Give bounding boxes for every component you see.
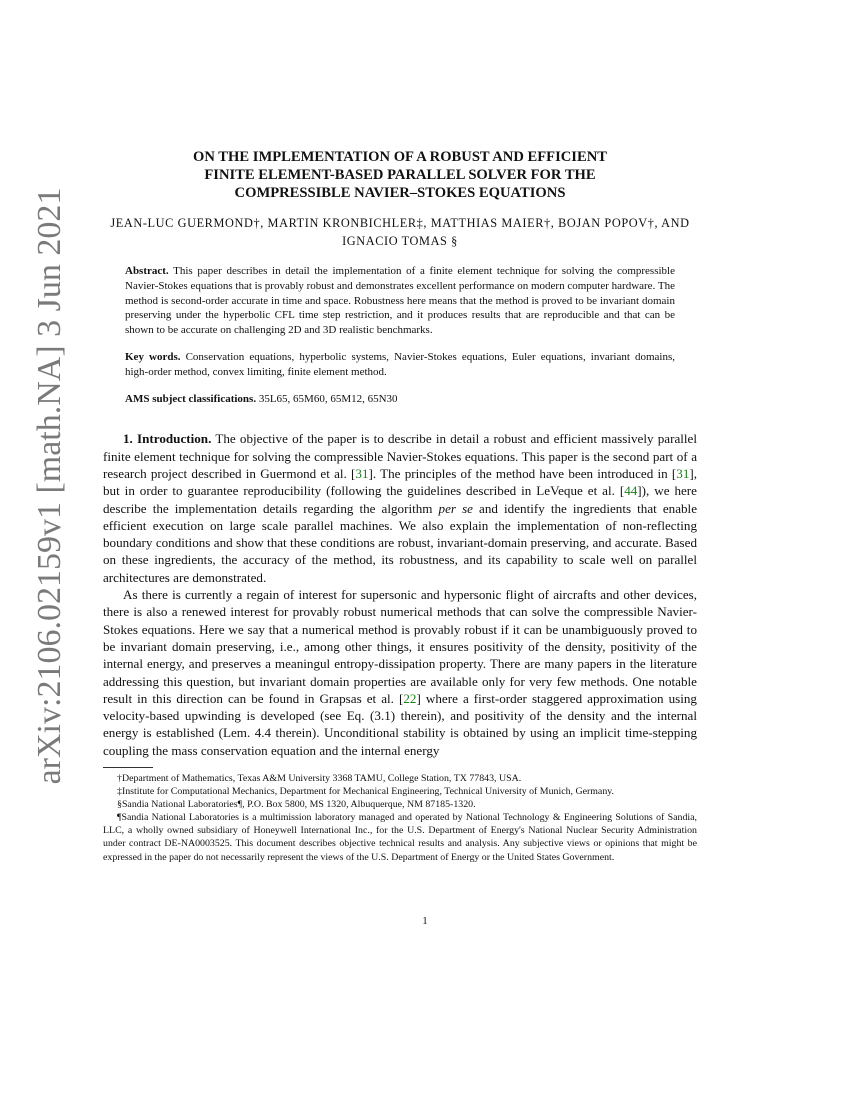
citation-link[interactable]: 31	[355, 465, 369, 481]
abstract-text: This paper describes in detail the implementation of a finite element technique for solving the compressible Navier-Stokes equations that is provably robust and demonstrates excellent performance on modern computer hardware. The method is second-order accurate in time and space. Robustness here means that the method is proved to be invariant domain preserving under the hyperbolic CFL time step restriction, and it produces results that are reproducible and that can be shown to be accurate on challenging 2D and 3D realistic benchmarks.	[125, 265, 675, 337]
paper-title	[103, 148, 697, 202]
section-heading: 1. Introduction.	[123, 431, 212, 447]
intro-text: The objective of the paper is to describe in detail a robust and efficient massively parallel finite element technique for solving the compressible Navier-Stokes equations. This paper is the second part of a research project described in Guermond et al. [	[103, 431, 697, 481]
citation-link[interactable]: 31	[676, 465, 690, 481]
abstract-label: Abstract.	[125, 265, 169, 277]
intro-text: ], but in order to guarantee reproducibility (following the guidelines described in LeVeque et al. [	[103, 465, 697, 499]
footnote-4: ¶Sandia National Laboratories is a multimission laboratory managed and operated by National Technology & Engineering Solutions of Sandia, LLC, a wholly owned subsidiary of Honeywell International Inc., for the U.S. Department of Energy's National Nuclear Security Administration under contract DE-NA0003525. This document describes objective technical results and analysis. Any subjective views or opinions that might be expressed in the paper do not necessarily represent the views of the U.S. Department of Energy or the United States Government.	[103, 812, 697, 863]
footnote-3: §Sandia National Laboratories¶, P.O. Box 5800, MS 1320, Albuquerque, NM 87185-1320.	[117, 799, 476, 811]
abstract	[125, 264, 675, 338]
intro-text: ] where a first-order staggered approximation using velocity-based upwinding is developed (see Eq. (3.1) therein), and positivity of the density and the internal energy is established (Lem. 4.4 therein). Unconditional stability is obtained by using an implicit time-stepping coupling the mass conservation equation and the internal energy	[103, 690, 697, 758]
authors-line-1: JEAN-LUC GUERMOND†, MARTIN KRONBICHLER‡, MATTHIAS MAIER†, BOJAN POPOV†, AND	[110, 216, 690, 230]
keywords-text: Conservation equations, hyperbolic systems, Navier-Stokes equations, Euler equations, invariant domains, high-order method, convex limiting, finite element method.	[125, 350, 675, 378]
emphasis: per se	[438, 500, 473, 516]
footnote-2: ‡Institute for Computational Mechanics, Department for Mechanical Engineering, Technical University of Munich, Germany.	[117, 786, 615, 798]
introduction-section	[103, 430, 697, 759]
intro-text: and identify the ingredients that enable efficient execution on large scale parallel machines. We also explain the implementation of non-reflecting boundary conditions and show that these conditions are robust, invariant-domain preserving, and accurate. Based on these ingredients, the accuracy of the method, its robustness, and its capability to scale well on parallel architectures are demonstrated.	[103, 500, 698, 585]
ams-label: AMS subject classifications.	[125, 392, 257, 405]
keywords	[125, 350, 675, 380]
keywords-label: Key words.	[125, 350, 181, 363]
title-line-2: FINITE ELEMENT-BASED PARALLEL SOLVER FOR THE	[204, 167, 596, 183]
paper-page	[103, 148, 697, 864]
intro-text: ]), we here describe the implementation details regarding the algorithm	[103, 483, 697, 516]
intro-paragraph-1	[103, 430, 697, 586]
author-list	[103, 214, 697, 250]
page-number: 1	[422, 915, 428, 927]
footnote-rule	[103, 767, 153, 768]
arxiv-id: arXiv:2106.02159v1 [math.NA] 3 Jun 2021	[31, 187, 68, 785]
ams-text: 35L65, 65M60, 65M12, 65N30	[258, 392, 398, 405]
footnote-1: †Department of Mathematics, Texas A&M University 3368 TAMU, College Station, TX 77843, USA.	[117, 773, 522, 785]
authors-line-2: IGNACIO TOMAS §	[342, 234, 458, 248]
intro-paragraph-2	[103, 586, 697, 759]
intro-text: ]. The principles of the method have been introduced in [	[368, 465, 677, 481]
title-line-3: COMPRESSIBLE NAVIER–STOKES EQUATIONS	[234, 185, 566, 201]
arxiv-sidebar-stamp	[31, 187, 68, 785]
title-line-1: ON THE IMPLEMENTATION OF A ROBUST AND EFFICIENT	[193, 149, 607, 165]
citation-link[interactable]: 44	[624, 483, 638, 499]
intro-text: As there is currently a regain of interest for supersonic and hypersonic flight of aircrafts and other devices, there is also a renewed interest for provably robust numerical methods that can solve the compressible Navier-Stokes equations. Here we say that a numerical method is provably robust if it can be unambiguously proved to be invariant domain preserving, i.e., among other things, it ensures positivity of the density, positivity of the internal energy, and preserves a meaningul entropy-dissipation property. There are many papers in the literature addressing this question, but invariant domain properties are available only for very few methods. One notable result in this direction can be found in Grapsas et al. [	[103, 587, 697, 706]
footnotes	[103, 772, 697, 864]
citation-link[interactable]: 22	[403, 690, 417, 706]
ams-classifications	[125, 392, 675, 407]
